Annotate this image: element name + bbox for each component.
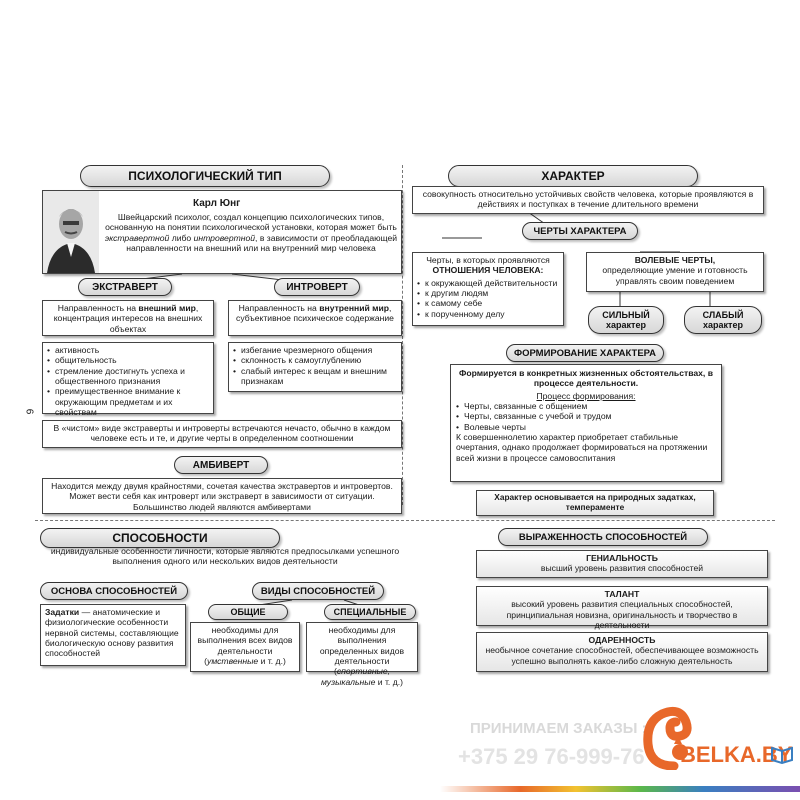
character-basis: Характер основывается на природных задатках, темпераменте [476,490,714,516]
formation-note: К совершеннолетию характер приобретает стабильные очертания, однако продолжает формироваться на протяжении всей жизни в процессе самовоспитания [456,431,708,463]
list-item: • к другим людям [417,288,559,298]
psych-type-title: ПСИХОЛОГИЧЕСКИЙ ТИП [80,165,330,187]
genius-box: ГЕНИАЛЬНОСТЬ высший уровень развития способностей [476,550,768,578]
special-abilities-title: СПЕЦИАЛЬНЫЕ [324,604,416,620]
list-item: • общительность [47,355,209,365]
general-abilities: необходимы для выполнения всех видов деятельности (умственные и т. д.) [190,622,300,672]
list-item: • избегание чрезмерного общения [233,345,397,355]
character-definition: совокупность относительно устойчивых свойств человека, которые проявляются в действиях и поступках в течение длительного времени [412,186,764,214]
introvert-direction: Направленность на внутренний мир, субъективное психическое содержание [228,300,402,336]
list-item: • Черты, связанные с общением [456,401,716,411]
jung-description: Швейцарский психолог, создал концепцию психологических типов, основанную на понятии психологической установки, которая может быть экстравертной либо интровертной, в зависимости от преобладающей направленности на внешний или на внутренний мир человека [104,212,398,254]
brand-logo: BELKA.BY [680,742,793,767]
will-traits: ВОЛЕВЫЕ ЧЕРТЫ, определяющие умение и готовность управлять своим поведением [586,252,764,292]
general-abilities-title: ОБЩИЕ [208,604,288,620]
orders-watermark: ПРИНИМАЕМ ЗАКАЗЫ : [470,720,647,737]
abilities-title: СПОСОБНОСТИ [40,528,280,548]
phone-watermark: +375 29 76-999-76 [458,744,645,769]
list-item: • склонность к самоуглублению [233,355,397,365]
expression-title: ВЫРАЖЕННОСТЬ СПОСОБНОСТЕЙ [498,528,708,546]
formation-lead: Формируется в конкретных жизненных обстоятельствах, в процессе деятельности. [458,368,713,389]
introvert-title: ИНТРОВЕРТ [274,278,360,296]
formation-title: ФОРМИРОВАНИЕ ХАРАКТЕРА [506,344,664,362]
relations-heading: Черты, в которых проявляются ОТНОШЕНИЯ ЧЕЛОВЕКА: [426,255,550,276]
character-title: ХАРАКТЕР [448,165,698,187]
list-item: • слабый интерес к вещам и внешним признакам [233,366,397,387]
list-item: • к порученному делу [417,309,559,319]
list-item: • активность [47,345,209,355]
extravert-title: ЭКСТРАВЕРТ [78,278,172,296]
extravert-direction: Направленность на внешний мир, концентрация интересов на внешних объектах [42,300,214,336]
weak-character: СЛАБЫЙ характер [684,306,762,334]
ambivert-text: Находится между двумя крайностями, сочетая качества экстравертов и интровертов. Может вести себя как интроверт или экстраверт в зависимости от ситуации. Большинство людей являются амбивертами [42,478,402,514]
abilities-basis: Задатки — анатомические и физиологические особенности нервной системы, составляющие биологическую основу развития способностей [40,604,186,666]
list-item: • стремление достигнуть успеха и общественного признания [47,366,209,387]
abilities-definition: индивидуальные особенности личности, которые являются предпосылками успешного выполнения одного или нескольких видов деятельности [50,546,400,567]
ambivert-title: АМБИВЕРТ [174,456,268,474]
list-item: • к окружающей действительности [417,278,559,288]
list-item: • Черты, связанные с учебой и трудом [456,411,716,421]
rainbow-bar [0,786,800,792]
book-icon [770,744,794,769]
jung-name: Карл Юнг [193,198,241,209]
list-item: • Волевые черты [456,422,716,432]
page-number: 6 [23,408,35,415]
list-item: • преимущественное внимание к окружающим предметам и их свойствам [47,386,209,417]
strong-character: СИЛЬНЫЙ характер [588,306,664,334]
talent-box: ТАЛАНТ высокий уровень развития специальных способностей, принципиальная новизна, оригинальность и творчество в деятельности [476,586,768,626]
character-traits-title: ЧЕРТЫ ХАРАКТЕРА [522,222,638,240]
abilities-kinds-title: ВИДЫ СПОСОБНОСТЕЙ [252,582,384,600]
gift-box: ОДАРЕННОСТЬ необычное сочетание способностей, обеспечивающее возможность успешно выполнять какое-либо сложную деятельность [476,632,768,672]
list-item: • к самому себе [417,298,559,308]
abilities-basis-title: ОСНОВА СПОСОБНОСТЕЙ [40,582,188,600]
formation-process: Процесс формирования: [536,390,636,401]
special-abilities: необходимы для выполнения определенных видов деятельности (спортивные, музыкальные и т. д.) [306,622,418,672]
pure-types-note: В «чистом» виде экстраверты и интроверты встречаются нечасто, обычно в каждом человеке есть и те, и другие черты в определенном соотношении [42,420,402,448]
